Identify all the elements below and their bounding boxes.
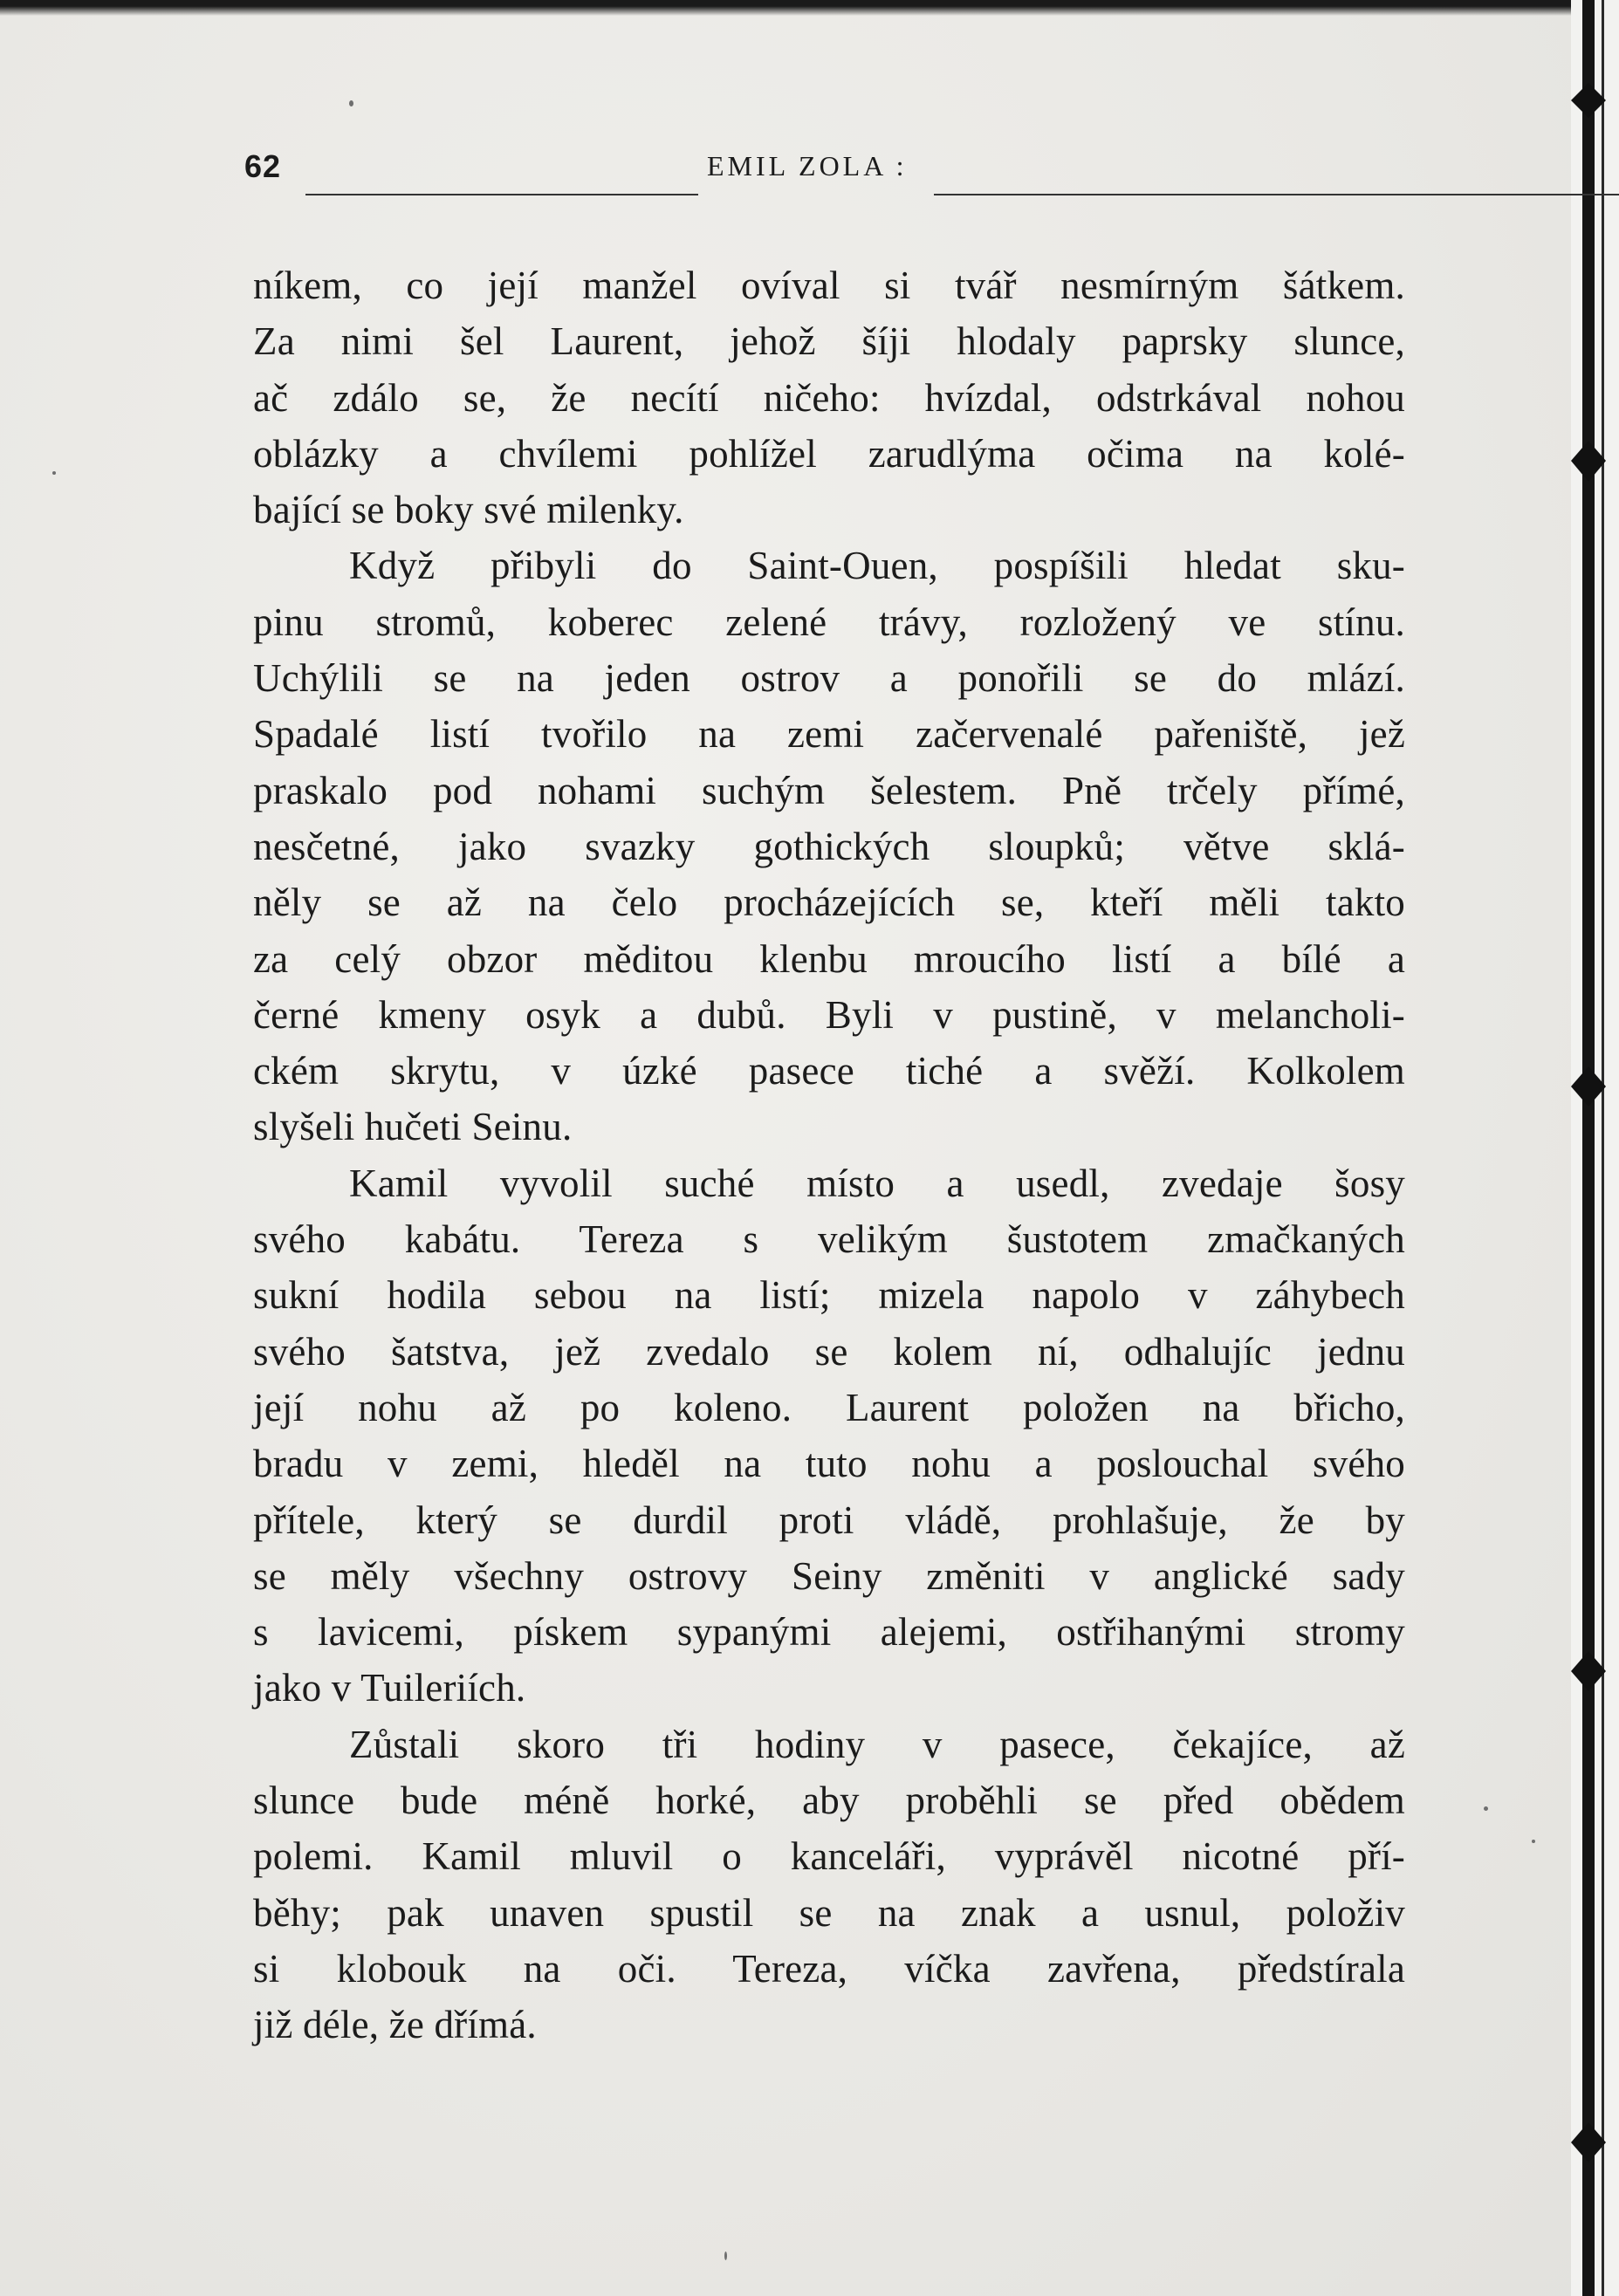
- text-line: sukní hodila sebou na listí; mizela napolo v záhybech: [253, 1273, 1405, 1318]
- text-line: černé kmeny osyk a dubů. Byli v pustině, v melancholi-: [253, 992, 1405, 1037]
- text-line: již déle, že dřímá.: [253, 2003, 537, 2047]
- header-rule-right: [934, 194, 1619, 195]
- header-rule-left: [305, 194, 698, 195]
- binding-edge: [1571, 0, 1619, 2296]
- text-line: její nohu až po koleno. Laurent položen na břicho,: [253, 1385, 1405, 1429]
- text-line: bradu v zemi, hleděl na tuto nohu a poslouchal svého: [253, 1442, 1405, 1486]
- text-line: nesčetné, jako svazky gothických sloupků; větve sklá-: [253, 824, 1405, 868]
- text-line: jako v Tuileriích.: [253, 1666, 526, 1710]
- text-line: Spadalé listí tvořilo na zemi začervenalé pařeniště, jež: [253, 712, 1405, 757]
- paragraph-first-line: Kamil vyvolil suché místo a usedl, zvedaje šosy: [349, 1161, 1405, 1205]
- scan-top-edge: [0, 0, 1619, 16]
- text-line: níkem, co její manžel ovíval si tvář nesmírným šátkem.: [253, 264, 1405, 307]
- text-line: ckém skrytu, v úzké pasece tiché a svěží. Kolkolem: [253, 1049, 1405, 1093]
- text-line: polemi. Kamil mluvil o kanceláři, vyprávěl nicotné pří-: [253, 1834, 1405, 1879]
- text-line: oblázky a chvílemi pohlížel zarudlýma očima na kolé-: [253, 431, 1405, 476]
- text-line: bající se boky své milenky.: [253, 488, 684, 532]
- text-line: běhy; pak unaven spustil se na znak a usnul, položiv: [253, 1890, 1405, 1935]
- page-header: [244, 148, 1396, 201]
- scan-speck: [349, 100, 353, 106]
- text-line: Za nimi šel Laurent, jehož šíji hlodaly paprsky slunce,: [253, 319, 1405, 364]
- scan-speck: [1484, 1806, 1488, 1811]
- text-line: s lavicemi, pískem sypanými alejemi, ostřihanými stromy: [253, 1610, 1405, 1655]
- scan-speck: [724, 2251, 727, 2260]
- text-line: svého kabátu. Tereza s velikým šustotem zmačkaných: [253, 1217, 1405, 1262]
- running-head: EMIL ZOLA :: [707, 150, 908, 182]
- text-line: praskalo pod nohami suchým šelestem. Pně trčely přímé,: [253, 768, 1405, 812]
- text-line: pinu stromů, koberec zelené trávy, rozložený ve stínu.: [253, 600, 1405, 644]
- text-line: něly se až na čelo procházejících se, kteří měli takto: [253, 881, 1405, 925]
- page-number: 62: [244, 148, 282, 184]
- paragraph-first-line: Když přibyli do Saint-Ouen, pospíšili hledat sku-: [349, 544, 1405, 588]
- text-line: přítele, který se durdil proti vládě, prohlašuje, že by: [253, 1498, 1405, 1542]
- text-line: Uchýlili se na jeden ostrov a ponořili se do mlází.: [253, 656, 1405, 701]
- text-line: za celý obzor měditou klenbu mroucího listí a bílé a: [253, 936, 1405, 981]
- scan-speck: [1532, 1840, 1535, 1843]
- text-line: slyšeli hučeti Seinu.: [253, 1105, 573, 1149]
- text-line: svého šatstva, jež zvedalo se kolem ní, odhalujíc jednu: [253, 1329, 1405, 1374]
- body-text: [253, 257, 1405, 2053]
- paragraph-first-line: Zůstali skoro tři hodiny v pasece, čekajíce, až: [349, 1722, 1405, 1766]
- text-line: se měly všechny ostrovy Seiny změniti v anglické sady: [253, 1553, 1405, 1598]
- scan-speck: [52, 471, 56, 475]
- text-line: si klobouk na oči. Tereza, víčka zavřena, předstírala: [253, 1946, 1405, 1991]
- text-line: slunce bude méně horké, aby proběhli se před obědem: [253, 1779, 1405, 1823]
- text-line: ač zdálo se, že necítí ničeho: hvízdal, odstrkával nohou: [253, 375, 1405, 420]
